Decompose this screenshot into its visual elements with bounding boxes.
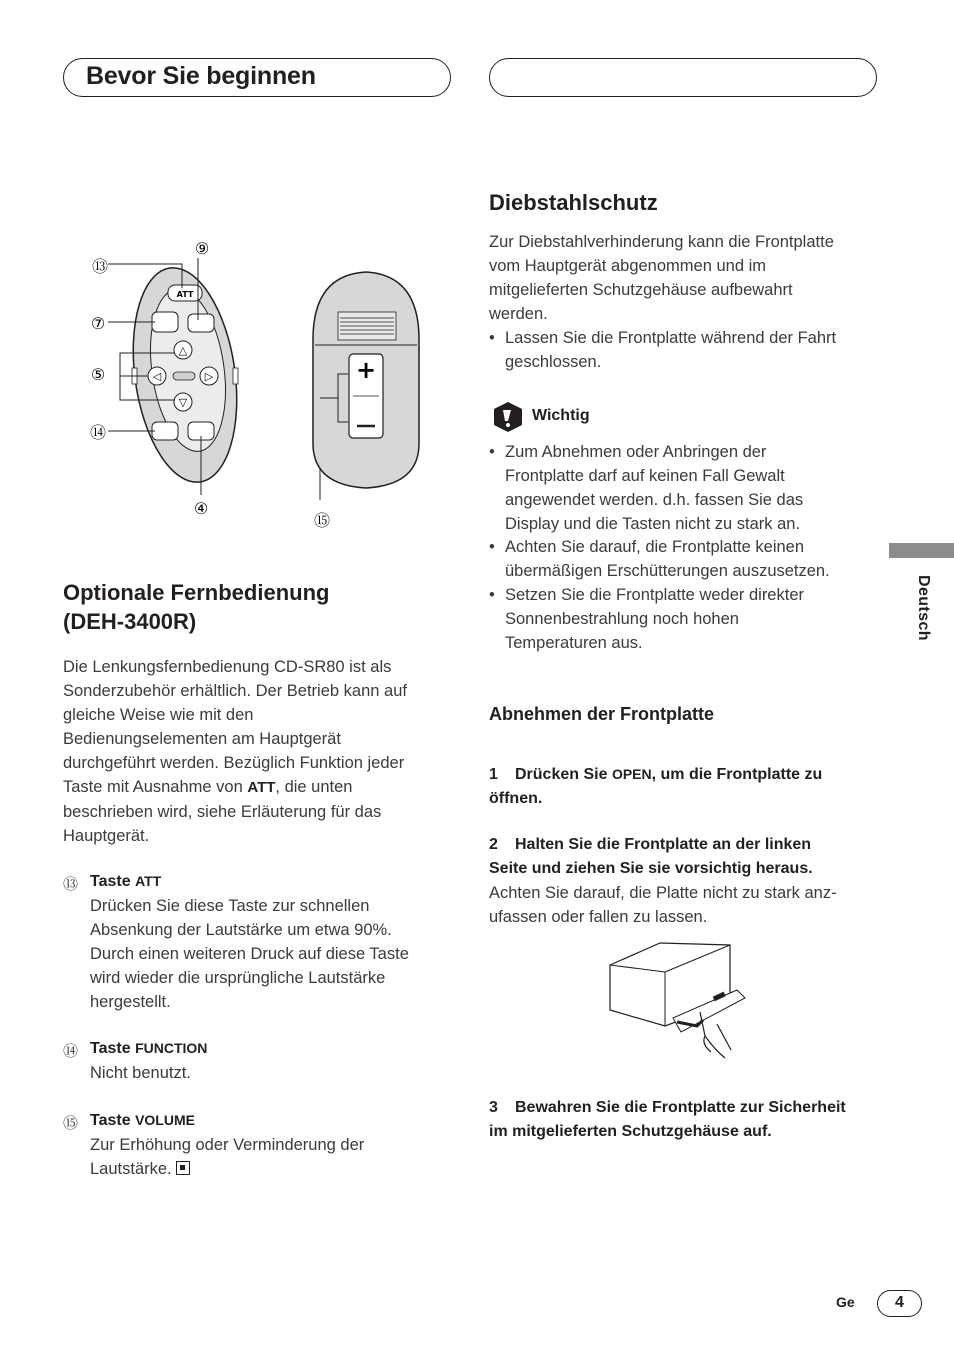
intro-line-text: , die unten bbox=[275, 778, 353, 796]
intro-line: Hauptgerät. bbox=[63, 827, 150, 845]
intro-line: Sonderzubehör erhältlich. Der Betrieb kann auf bbox=[63, 682, 407, 700]
item-body-line bbox=[90, 1157, 364, 1181]
item-15-number: ⑮ bbox=[63, 1115, 79, 1132]
step-number: 3 bbox=[489, 1099, 498, 1116]
footer-language-code: Ge bbox=[836, 1294, 855, 1310]
step-3 bbox=[489, 1096, 889, 1144]
item-15-body bbox=[90, 1133, 364, 1181]
step-line: im mitgelieferten Schutzgehäuse auf. bbox=[489, 1123, 772, 1140]
important-icon bbox=[492, 401, 524, 433]
important-bullet-2 bbox=[489, 535, 879, 583]
page-number: 4 bbox=[877, 1290, 922, 1317]
item-body-line: Absenkung der Lautstärke um etwa 90%. bbox=[90, 921, 392, 939]
intro-line: Zur Diebstahlverhinderung kann die Frontplatte bbox=[489, 233, 834, 251]
bullet-line: Lassen Sie die Frontplatte während der Fahrt bbox=[505, 329, 837, 347]
bullet-text bbox=[505, 535, 830, 583]
item-title-key: FUNCTION bbox=[135, 1040, 208, 1056]
front-panel-removal-figure bbox=[605, 940, 750, 1065]
intro-line: mitgelieferten Schutzgehäuse aufbewahrt bbox=[489, 281, 793, 299]
step-number: 2 bbox=[489, 836, 498, 853]
item-title-text: Taste bbox=[90, 873, 136, 890]
bullet-line: Temperaturen aus. bbox=[505, 634, 643, 652]
intro-line bbox=[63, 775, 453, 800]
item-title-key: ATT bbox=[135, 873, 162, 889]
bullet-line: angewendet werden. d.h. fassen Sie das bbox=[505, 491, 804, 509]
removal-subheading: Abnehmen der Frontplatte bbox=[489, 704, 715, 724]
header-title-box bbox=[63, 58, 451, 97]
intro-line: Bedienungselementen am Hauptgerät bbox=[63, 730, 341, 748]
item-body-text: Lautstärke. bbox=[90, 1160, 172, 1178]
important-bullet-3 bbox=[489, 583, 879, 655]
callout-15: ⑮ bbox=[313, 511, 331, 530]
theft-intro-paragraph bbox=[489, 230, 879, 326]
theft-bullet bbox=[489, 326, 879, 374]
intro-line: beschrieben wird, siehe Erläuterung für das bbox=[63, 803, 382, 821]
callout-13: ⑬ bbox=[91, 257, 109, 276]
bullet-line: Achten Sie darauf, die Frontplatte keinen bbox=[505, 538, 805, 556]
item-15-title bbox=[90, 1112, 195, 1130]
end-of-section-icon bbox=[176, 1161, 190, 1175]
bullet-dot: • bbox=[489, 538, 495, 556]
step-text: , um die Frontplatte zu bbox=[651, 766, 823, 783]
att-key-label: ATT bbox=[247, 779, 276, 796]
bullet-line: Sonnenbestrahlung noch hohen bbox=[505, 610, 739, 628]
item-14-number: ⑭ bbox=[63, 1043, 79, 1060]
bullet-text bbox=[505, 583, 804, 655]
step-body-line: Achten Sie darauf, die Platte nicht zu stark anz- bbox=[489, 884, 837, 902]
item-body-line: Nicht benutzt. bbox=[90, 1064, 191, 1082]
step-line bbox=[489, 762, 889, 787]
remote-button-14 bbox=[152, 422, 178, 440]
bullet-text bbox=[505, 326, 836, 374]
callout-14: ⑭ bbox=[89, 423, 107, 442]
important-label: Wichtig bbox=[532, 407, 590, 424]
remote-intro-paragraph bbox=[63, 655, 453, 848]
item-14-body bbox=[90, 1061, 191, 1085]
intro-line: werden. bbox=[489, 305, 548, 323]
callout-4: ④ bbox=[193, 499, 209, 518]
open-key-label: OPEN bbox=[611, 766, 652, 782]
bullet-dot: • bbox=[489, 586, 495, 604]
bullet-line: Zum Abnehmen oder Anbringen der bbox=[505, 443, 767, 461]
intro-line: Die Lenkungsfernbedienung CD-SR80 ist als bbox=[63, 658, 392, 676]
step-2 bbox=[489, 833, 889, 881]
language-tab-label-box bbox=[912, 575, 932, 665]
remote-heading-line2: (DEH-3400R) bbox=[63, 609, 197, 634]
item-title-key: VOLUME bbox=[135, 1112, 195, 1128]
language-tab-label: Deutsch bbox=[915, 575, 932, 641]
intro-line: durchgeführt werden. Bezüglich Funktion jeder bbox=[63, 754, 405, 772]
step-body-line: ufassen oder fallen zu lassen. bbox=[489, 908, 708, 926]
step-text: Bewahren Sie die Frontplatte zur Sicherheit bbox=[515, 1099, 846, 1116]
remote-side-clip-right bbox=[233, 368, 238, 384]
down-arrow-icon: ▽ bbox=[178, 396, 188, 409]
bullet-line: übermäßigen Erschütterungen auszusetzen. bbox=[505, 562, 830, 580]
theft-section-heading: Diebstahlschutz bbox=[489, 190, 658, 215]
intro-line: vom Hauptgerät abgenommen und im bbox=[489, 257, 766, 275]
step-text: Halten Sie die Frontplatte an der linken bbox=[515, 836, 812, 853]
bullet-dot: • bbox=[489, 329, 495, 347]
step-2-body bbox=[489, 881, 889, 929]
step-line: öffnen. bbox=[489, 790, 543, 807]
callout-5: ⑤ bbox=[90, 365, 106, 384]
bullet-text bbox=[505, 440, 803, 536]
remote-control-figure bbox=[80, 230, 440, 540]
left-arrow-icon: ◁ bbox=[152, 370, 162, 383]
item-13-body bbox=[90, 894, 409, 1014]
bullet-line: Setzen Sie die Frontplatte weder direkter bbox=[505, 586, 804, 604]
header-right-box bbox=[489, 58, 877, 97]
remote-heading-line1: Optionale Fernbedienung bbox=[63, 580, 330, 605]
item-13-number: ⑬ bbox=[63, 876, 79, 893]
remote-button-7 bbox=[152, 312, 178, 332]
right-arrow-icon: ▷ bbox=[204, 370, 214, 383]
step-line: Seite und ziehen Sie sie vorsichtig heraus. bbox=[489, 860, 813, 877]
bullet-line: Display und die Tasten nicht zu stark an. bbox=[505, 515, 801, 533]
intro-line: gleiche Weise wie mit den bbox=[63, 706, 254, 724]
volume-plus-icon: + bbox=[355, 356, 377, 384]
item-body-line: Durch einen weiteren Druck auf diese Taste bbox=[90, 945, 409, 963]
important-bullet-1 bbox=[489, 440, 879, 536]
callout-7: ⑦ bbox=[90, 314, 106, 333]
step-line bbox=[489, 1096, 889, 1120]
step-number: 1 bbox=[489, 766, 498, 783]
item-body-line: Zur Erhöhung oder Verminderung der bbox=[90, 1136, 365, 1154]
remote-button-9 bbox=[188, 314, 214, 332]
remote-center-pad bbox=[173, 372, 195, 380]
item-body-line: wird wieder die ursprüngliche Lautstärke bbox=[90, 969, 386, 987]
up-arrow-icon: △ bbox=[178, 344, 188, 357]
step-1 bbox=[489, 762, 889, 811]
intro-line-text: Taste mit Ausnahme von bbox=[63, 778, 248, 796]
item-title-text: Taste bbox=[90, 1112, 136, 1129]
item-14-title bbox=[90, 1040, 207, 1058]
callout-9: ⑨ bbox=[194, 239, 210, 258]
bullet-dot: • bbox=[489, 443, 495, 461]
item-13-title bbox=[90, 873, 161, 891]
step-line bbox=[489, 833, 889, 857]
bullet-line: Frontplatte darf auf keinen Fall Gewalt bbox=[505, 467, 785, 485]
item-body-line: hergestellt. bbox=[90, 993, 171, 1011]
remote-section-heading bbox=[63, 578, 329, 636]
page-title: Bevor Sie beginnen bbox=[86, 62, 316, 90]
bullet-line: geschlossen. bbox=[505, 353, 602, 371]
item-body-line: Drücken Sie diese Taste zur schnellen bbox=[90, 897, 370, 915]
item-title-text: Taste bbox=[90, 1040, 136, 1057]
language-tab-marker bbox=[889, 543, 954, 558]
att-button-label: ATT bbox=[176, 290, 194, 299]
step-text: Drücken Sie bbox=[515, 766, 612, 783]
